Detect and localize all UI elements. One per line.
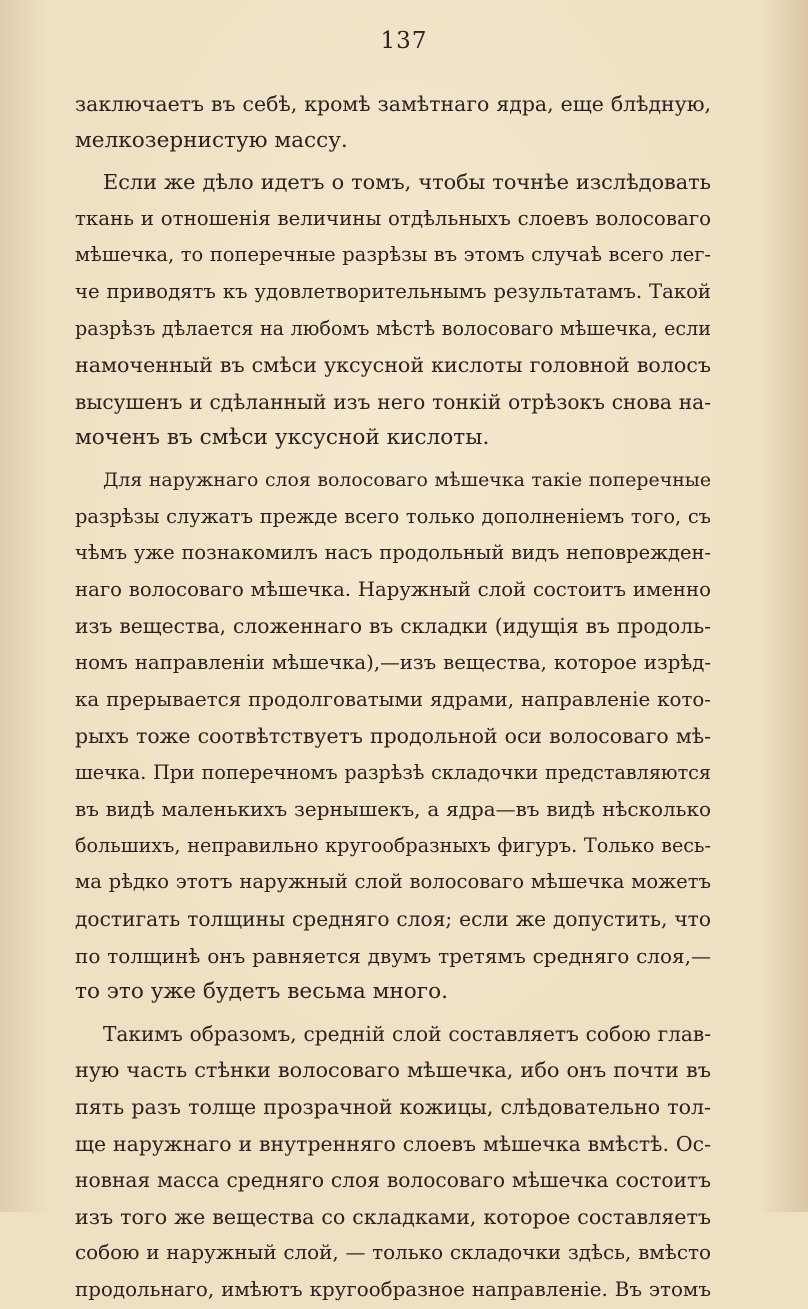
text-line: Для наружнаго слоя волосоваго мѣшечка такіе поперечные	[103, 468, 711, 491]
body-text	[75, 86, 711, 1309]
text-line: по толщинѣ онъ равняется двумъ третямъ средняго слоя,—	[75, 943, 711, 968]
text-line: разрѣзъ дѣлается на любомъ мѣстѣ волосоваго мѣшечка, если	[75, 316, 711, 340]
text-line: заключаетъ въ себѣ, кромѣ замѣтнаго ядра, еще блѣдную,	[75, 92, 711, 116]
text-line: пять разъ толще прозрачной кожицы, слѣдовательно тол-	[75, 1095, 711, 1120]
text-line: продольнаго, имѣютъ кругообразное направленіе. Въ этомъ	[75, 1278, 711, 1301]
text-line: наго волосоваго мѣшечка. Наружный слой состоитъ именно	[75, 577, 711, 601]
paragraph	[75, 1016, 711, 1309]
page-number: 137	[380, 28, 428, 54]
text-line: изъ вещества, сложеннаго въ складки (идущія въ продоль-	[75, 614, 711, 639]
text-line: то это уже будетъ весьма много.	[75, 979, 448, 1005]
text-line: ную часть стѣнки волосоваго мѣшечка, ибо онъ почти въ	[75, 1058, 711, 1083]
text-line: Такимъ образомъ, средній слой составляетъ собою глав-	[103, 1021, 711, 1046]
text-line: че приводятъ къ удовлетворительнымъ результатамъ. Такой	[75, 279, 711, 303]
paragraph	[75, 164, 711, 457]
text-line: высушенъ и сдѣланный изъ него тонкій отрѣзокъ снова на-	[75, 389, 711, 414]
text-line: мѣшечка, то поперечные разрѣзы въ этомъ случаѣ всего лег-	[75, 243, 711, 267]
text-line: ка прерывается продолговатыми ядрами, направленіе кото-	[75, 687, 711, 711]
text-line: ма рѣдко этотъ наружный слой волосоваго мѣшечка можетъ	[75, 870, 711, 894]
paragraph	[75, 86, 711, 159]
text-line: собою и наружный слой, — только складочки здѣсь, вмѣсто	[75, 1241, 711, 1265]
text-line: разрѣзы служатъ прежде всего только дополненіемъ того, съ	[75, 504, 711, 528]
text-line: номъ направленіи мѣшечка),—изъ вещества, которое изрѣд-	[75, 650, 711, 674]
text-line: ткань и отношенія величины отдѣльныхъ слоевъ волосоваго	[75, 206, 711, 230]
text-line: намоченный въ смѣси уксусной кислоты головной волосъ	[75, 353, 711, 378]
text-line: шечка. При поперечномъ разрѣзѣ складочки представляются	[75, 760, 711, 784]
text-line: моченъ въ смѣси уксусной кислоты.	[75, 425, 490, 451]
text-line: новная масса средняго слоя волосоваго мѣшечка состоитъ	[75, 1168, 711, 1193]
text-line: Если же дѣло идетъ о томъ, чтобы точнѣе изслѣдовать	[103, 170, 711, 195]
text-line: достигать толщины средняго слоя; если же допустить, что	[75, 907, 711, 932]
text-line: изъ того же вещества со складками, которое составляетъ	[75, 1204, 711, 1229]
text-line: большихъ, неправильно кругообразныхъ фигуръ. Только весь-	[75, 833, 711, 857]
text-line: чѣмъ уже познакомилъ насъ продольный видъ неповрежден-	[75, 541, 711, 565]
text-line: мелкозернистую массу.	[75, 127, 348, 153]
text-line: въ видѣ маленькихъ зернышекъ, а ядра—въ видѣ нѣсколько	[75, 797, 711, 822]
paragraph	[75, 462, 711, 1011]
text-line: ще наружнаго и внутренняго слоевъ мѣшечка вмѣстѣ. Ос-	[75, 1131, 711, 1156]
text-line: рыхъ тоже соотвѣтствуетъ продольной оси волосоваго мѣ-	[75, 724, 711, 749]
